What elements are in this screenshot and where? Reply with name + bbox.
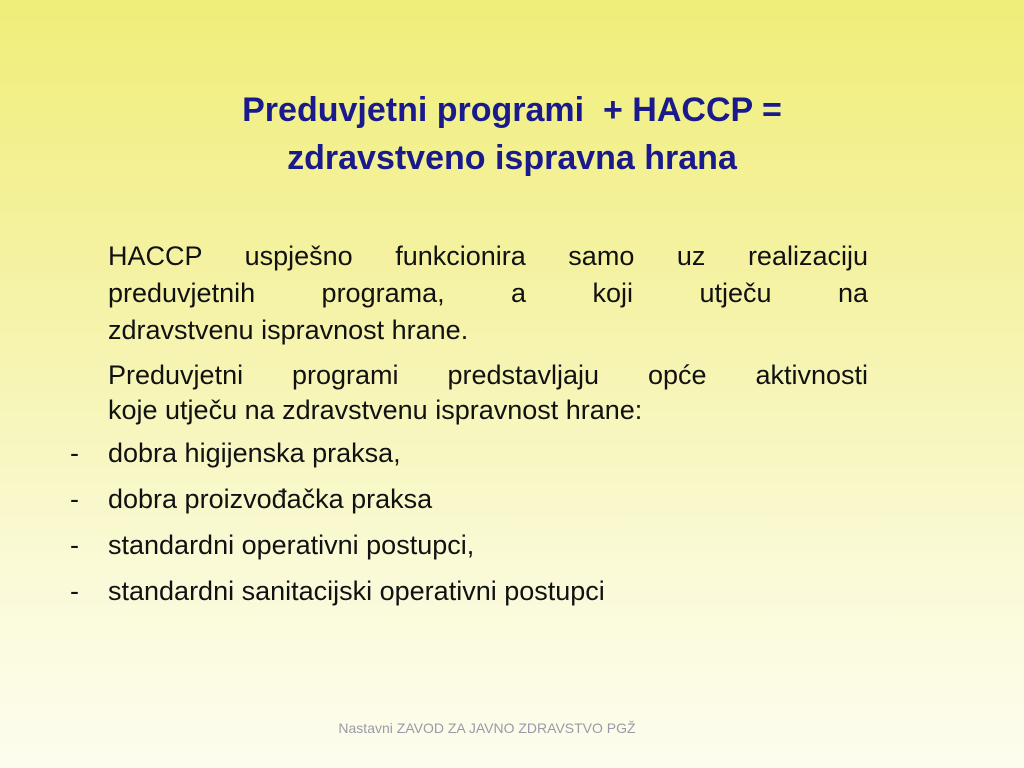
bullet-dash: -	[70, 530, 79, 560]
prerequisite-list	[68, 435, 868, 610]
list-item	[68, 481, 868, 518]
paragraph-1-line-1: HACCP uspješno funkcionira samo uz realizaciju	[108, 241, 868, 271]
list-item-text: standardni operativni postupci,	[108, 530, 475, 560]
paragraph-prerequisites	[68, 357, 868, 429]
slide-body	[68, 238, 868, 619]
list-item	[68, 435, 868, 472]
list-item	[68, 527, 868, 564]
list-item	[68, 573, 868, 610]
title-line-2: zdravstveno ispravna hrana	[287, 139, 737, 177]
paragraph-haccp	[68, 238, 868, 349]
list-item-text: dobra higijenska praksa,	[108, 438, 401, 468]
bullet-dash: -	[70, 576, 79, 606]
paragraph-1-line-3: zdravstvenu ispravnost hrane.	[108, 315, 469, 345]
slide-title	[100, 86, 924, 182]
list-item-text: standardni sanitacijski operativni postupci	[108, 576, 605, 606]
paragraph-1-line-2: preduvjetnih programa, a koji utječu na	[108, 278, 868, 308]
paragraph-2-line-1: Preduvjetni programi predstavljaju opće aktivnosti	[108, 360, 868, 390]
bullet-dash: -	[70, 484, 79, 514]
list-item-text: dobra proizvođačka praksa	[108, 484, 433, 514]
bullet-dash: -	[70, 438, 79, 468]
slide-footer: Nastavni ZAVOD ZA JAVNO ZDRAVSTVO PGŽ	[338, 720, 636, 736]
paragraph-2-line-2: koje utječu na zdravstvenu ispravnost hrane:	[108, 395, 643, 425]
title-line-1: Preduvjetni programi + HACCP =	[242, 91, 782, 129]
